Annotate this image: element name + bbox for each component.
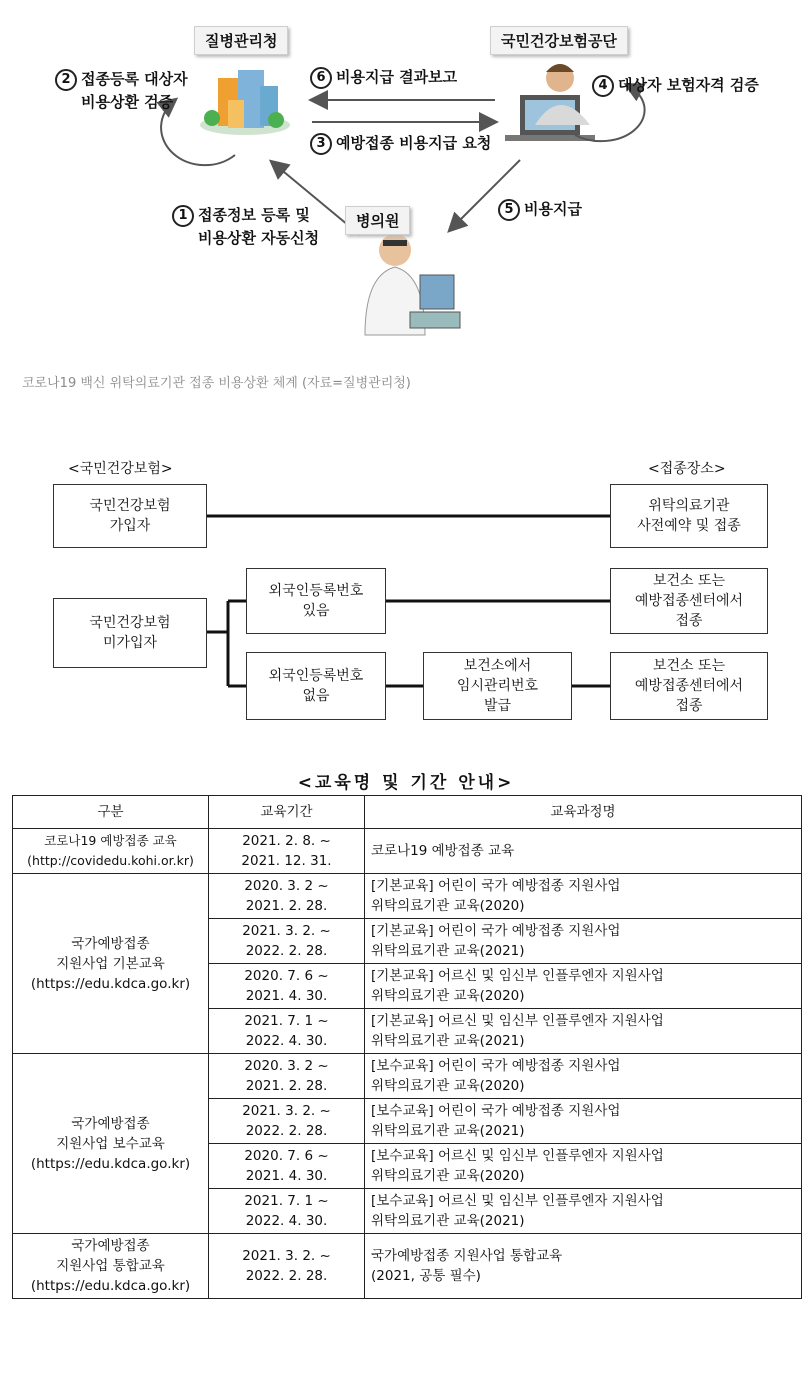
period-cell: 2020. 7. 6 ~ 2021. 4. 30. bbox=[209, 1144, 365, 1189]
category-cell: 국가예방접종 지원사업 기본교육 (https://edu.kdca.go.kr) bbox=[13, 874, 209, 1054]
step3-number: 3 bbox=[310, 133, 332, 155]
header-place: <접종장소> bbox=[648, 461, 726, 477]
period-cell: 2020. 7. 6 ~ 2021. 4. 30. bbox=[209, 964, 365, 1009]
period-cell: 2020. 3. 2 ~ 2021. 2. 28. bbox=[209, 874, 365, 919]
course-cell: [기본교육] 어린이 국가 예방접종 지원사업 위탁의료기관 교육(2020) bbox=[365, 874, 802, 919]
category-cell: 코로나19 예방접종 교육 (http://covidedu.kohi.or.kr) bbox=[13, 829, 209, 874]
step1-label: 1 접종정보 등록 및 비용상환 자동신청 bbox=[172, 204, 319, 249]
category-cell: 국가예방접종 지원사업 통합교육 (https://edu.kdca.go.kr) bbox=[13, 1234, 209, 1299]
course-cell: [기본교육] 어르신 및 임신부 인플루엔자 지원사업 위탁의료기관 교육(2020) bbox=[365, 964, 802, 1009]
box-subscriber-place: 위탁의료기관 사전예약 및 접종 bbox=[610, 484, 768, 548]
table-row bbox=[13, 829, 802, 874]
step1-number: 1 bbox=[172, 205, 194, 227]
header-period: 교육기간 bbox=[209, 796, 365, 829]
kdca-label: 질병관리청 bbox=[194, 26, 288, 55]
course-cell: [보수교육] 어린이 국가 예방접종 지원사업 위탁의료기관 교육(2020) bbox=[365, 1054, 802, 1099]
step4-number: 4 bbox=[592, 75, 614, 97]
nhis-label: 국민건강보험공단 bbox=[490, 26, 628, 55]
course-cell: 국가예방접종 지원사업 통합교육 (2021, 공통 필수) bbox=[365, 1234, 802, 1299]
period-cell: 2021. 3. 2. ~ 2022. 2. 28. bbox=[209, 1099, 365, 1144]
table-row bbox=[13, 1054, 802, 1099]
education-table bbox=[12, 795, 802, 1299]
course-cell: [보수교육] 어린이 국가 예방접종 지원사업 위탁의료기관 교육(2021) bbox=[365, 1099, 802, 1144]
flow-graphics bbox=[0, 0, 812, 350]
period-cell: 2021. 2. 8. ~ 2021. 12. 31. bbox=[209, 829, 365, 874]
header-insurance: <국민건강보험> bbox=[68, 461, 173, 477]
box-temp-number: 보건소에서 임시관리번호 발급 bbox=[423, 652, 572, 720]
table-row bbox=[13, 1234, 802, 1299]
box-has-reg-place: 보건소 또는 예방접종센터에서 접종 bbox=[610, 568, 768, 634]
course-cell: [보수교육] 어르신 및 임신부 인플루엔자 지원사업 위탁의료기관 교육(2021) bbox=[365, 1189, 802, 1234]
reimbursement-flow-diagram bbox=[0, 0, 812, 350]
period-cell: 2021. 7. 1 ~ 2022. 4. 30. bbox=[209, 1009, 365, 1054]
step5-number: 5 bbox=[498, 199, 520, 221]
office-worker-icon bbox=[505, 64, 595, 141]
period-cell: 2021. 7. 1 ~ 2022. 4. 30. bbox=[209, 1189, 365, 1234]
step5-label: 5 비용지급 bbox=[498, 198, 582, 221]
step6-label: 6 비용지급 결과보고 bbox=[310, 66, 457, 89]
table-row bbox=[13, 874, 802, 919]
step2-label: 2 접종등록 대상자 비용상환 검증 bbox=[55, 68, 188, 113]
period-cell: 2021. 3. 2. ~ 2022. 2. 28. bbox=[209, 919, 365, 964]
clinic-label: 병의원 bbox=[345, 206, 410, 235]
course-cell: [보수교육] 어르신 및 임신부 인플루엔자 지원사업 위탁의료기관 교육(2020) bbox=[365, 1144, 802, 1189]
course-cell: [기본교육] 어르신 및 임신부 인플루엔자 지원사업 위탁의료기관 교육(2021) bbox=[365, 1009, 802, 1054]
doctor-icon bbox=[365, 234, 460, 335]
step3-label: 3 예방접종 비용지급 요청 bbox=[310, 132, 491, 155]
header-course: 교육과정명 bbox=[365, 796, 802, 829]
step6-number: 6 bbox=[310, 67, 332, 89]
period-cell: 2020. 3. 2 ~ 2021. 2. 28. bbox=[209, 1054, 365, 1099]
building-icon bbox=[200, 70, 290, 135]
vaccination-place-diagram bbox=[0, 440, 812, 740]
figure-caption: 코로나19 백신 위탁의료기관 접종 비용상환 체계 (자료=질병관리청) bbox=[22, 376, 411, 391]
course-cell: [기본교육] 어린이 국가 예방접종 지원사업 위탁의료기관 교육(2021) bbox=[365, 919, 802, 964]
box-has-reg-number: 외국인등록번호 있음 bbox=[246, 568, 386, 634]
period-cell: 2021. 3. 2. ~ 2022. 2. 28. bbox=[209, 1234, 365, 1299]
course-cell: 코로나19 예방접종 교육 bbox=[365, 829, 802, 874]
table-header-row bbox=[13, 796, 802, 829]
table-title: <교육명 및 기간 안내> bbox=[297, 773, 515, 793]
box-no-reg-place: 보건소 또는 예방접종센터에서 접종 bbox=[610, 652, 768, 720]
step2-number: 2 bbox=[55, 69, 77, 91]
box-subscriber: 국민건강보험 가입자 bbox=[53, 484, 207, 548]
category-cell: 국가예방접종 지원사업 보수교육 (https://edu.kdca.go.kr) bbox=[13, 1054, 209, 1234]
step4-label: 4 대상자 보험자격 검증 bbox=[592, 74, 759, 97]
box-nonsubscriber: 국민건강보험 미가입자 bbox=[53, 598, 207, 668]
box-no-reg-number: 외국인등록번호 없음 bbox=[246, 652, 386, 720]
header-category: 구분 bbox=[13, 796, 209, 829]
